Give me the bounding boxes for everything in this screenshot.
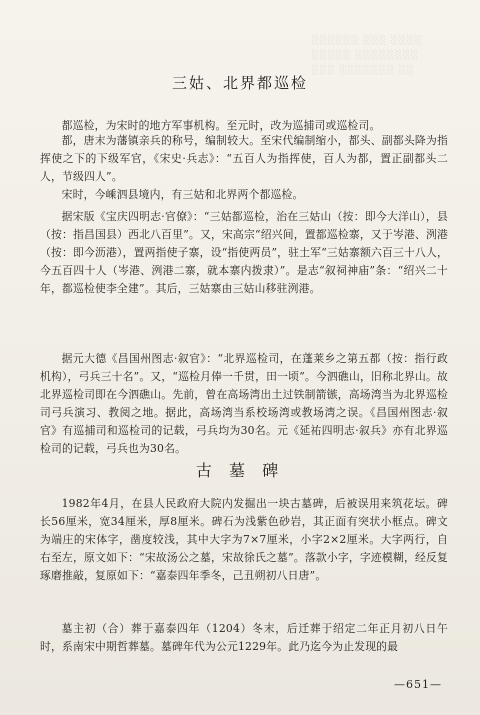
paragraph: 据元大德《昌国州图志·叙官》：“北界巡检司，在蓬莱乡之第五都（按：指行政机构），弓兵三十名”。又，“巡检月俸一千贯，田一顷”。今泗礁山，旧称北界山。故北界巡检司即在今泗礁山。先前，曾在高场湾出土过铁制箭镞，高场湾当为北界巡检司弓兵演习、教阅之地。据此，高场湾当系校场湾或教场湾之误。《昌国州图志·叙官》有巡捕司和巡检司的记载，弓兵均为30名。元《延祐四明志·叙兵》亦有北界巡检司的记载，弓兵也为30名。: [40, 352, 448, 455]
paragraph: 都，唐末为藩镇亲兵的称号，编制较大。至宋代编制缩小，都头、副都头降为指挥使之下的下级军官，《宋史·兵志》：“五百人为指挥使，百人为都，置正副都头二人，节级四人”。: [40, 134, 448, 183]
paragraph: 墓主初（合）葬于嘉泰四年（1204）冬末，后迁葬于绍定二年正月初八日午时，系南宋中期哲葬墓。墓碑年代为公元1229年。此乃迄今为止发现的最: [40, 622, 448, 653]
page-number: —651—: [394, 678, 442, 691]
paragraph: 宋时，今嵊泗县境内，有三姑和北界两个都巡检。: [61, 188, 304, 201]
paragraph: 据宋版《宝庆四明志·官僚》：“三姑都巡检，治在三姑山（按：即今大洋山），县（按：指昌国县）西北八百里”。又，宋高宗“绍兴间，置都巡检寨，又于岑港、洌港（按：即今沥港），置两指使子寨，设“指使两员”，驻土军“三姑寨额六百三十八人，今五百四十人（岑港、洌港二寨，就本寨内拨隶）”。是志“叙祠神庙”条：“绍兴二十年，都巡检使李全建”。其后，三姑寨由三姑山移驻洌港。: [40, 210, 448, 295]
paragraph: 1982年4月，在县人民政府大院内发掘出一块古墓碑，后被误用来筑花坛。碑长56厘米，宽34厘米，厚8厘米。碑石为浅紫色砂岩，其正面有突状小框点。碑文为端庄的宋体字，凿度较浅，其中大字为7×7厘米，小字2×2厘米。大字两行，自右至左，原文如下：“宋故汤公之墓，宋故徐氏之墓”。落款小字，字迹模糊，经反复琢磨推敲，复原如下：“嘉泰四年季冬，己丑朔初八日唐”。: [40, 497, 448, 582]
section-title-sangu: 三姑、北界都巡检: [171, 74, 308, 92]
bleed-through-text: ░░░░░░ ░░░ ░░░░ ░░░░░ ░░░░░░░░ ░░░ ░░░░░░░ ░░: [312, 36, 423, 76]
paragraph: 都巡检，为宋时的地方军事机构。至元时，改为巡捕司或巡检司。: [61, 119, 381, 132]
section-title-tombstone: 古 墓 碑: [195, 461, 285, 480]
